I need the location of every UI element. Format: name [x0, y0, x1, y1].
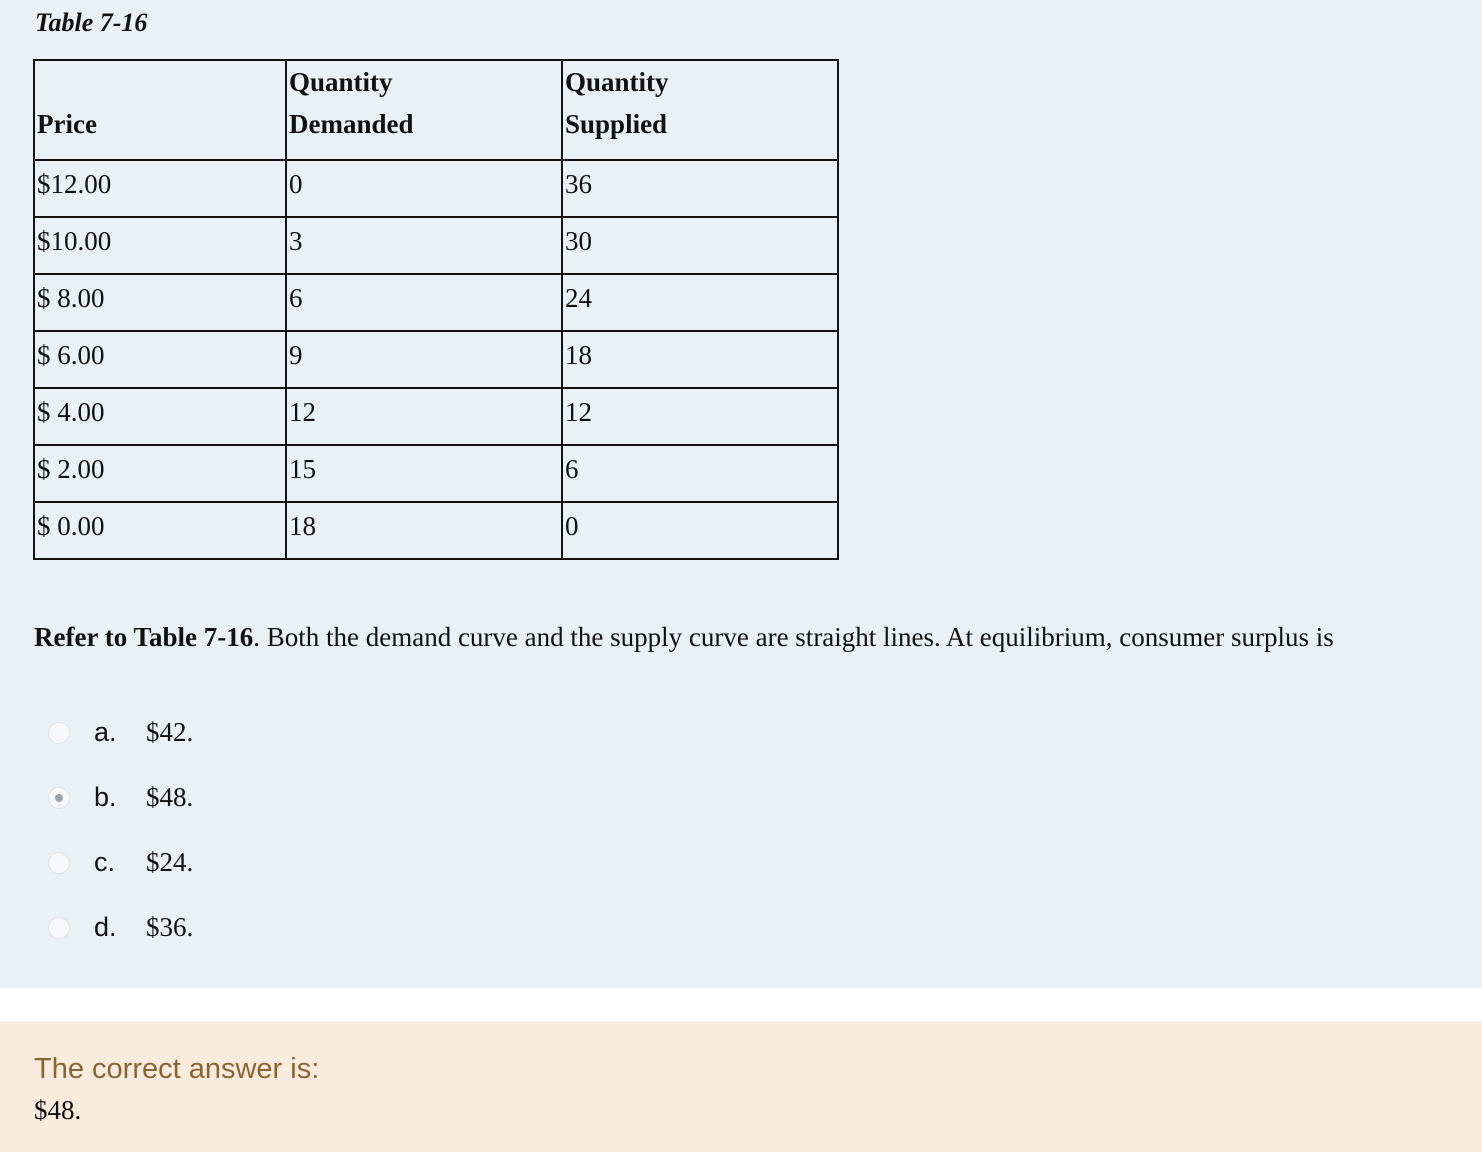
option-letter: d. — [94, 912, 117, 942]
table-row — [34, 445, 838, 502]
cell-quantity-supplied: 6 — [562, 445, 838, 502]
table-row — [34, 217, 838, 274]
cell-quantity-supplied: 12 — [562, 388, 838, 445]
answer-options — [48, 700, 193, 960]
cell-price: $ 0.00 — [34, 502, 286, 559]
cell-quantity-demanded: 3 — [286, 217, 562, 274]
table-row — [34, 160, 838, 217]
cell-quantity-supplied: 0 — [562, 502, 838, 559]
table-row — [34, 502, 838, 559]
correct-answer-panel — [0, 1021, 1482, 1152]
radio-button-d[interactable] — [48, 917, 70, 939]
cell-quantity-demanded: 0 — [286, 160, 562, 217]
cell-quantity-supplied: 24 — [562, 274, 838, 331]
option-value: $48. — [146, 782, 194, 812]
table-row — [34, 331, 838, 388]
option-a[interactable] — [48, 700, 193, 765]
option-c[interactable] — [48, 830, 193, 895]
option-value: $24. — [146, 847, 194, 877]
question-reference: Refer to Table 7-16 — [34, 622, 254, 652]
cell-price: $ 8.00 — [34, 274, 286, 331]
option-value: $36. — [146, 912, 194, 942]
radio-button-c[interactable] — [48, 852, 70, 874]
correct-answer-label: The correct answer is: — [34, 1053, 320, 1085]
table-title: Table 7-16 — [35, 8, 148, 37]
cell-price: $ 2.00 — [34, 445, 286, 502]
option-letter: c. — [94, 847, 116, 877]
radio-selected-dot — [55, 794, 63, 802]
cell-quantity-supplied: 18 — [562, 331, 838, 388]
header-quantity-demanded: Quantity Demanded — [286, 60, 562, 160]
option-letter: a. — [94, 717, 117, 747]
option-d[interactable] — [48, 895, 193, 960]
cell-quantity-demanded: 6 — [286, 274, 562, 331]
question-body: . Both the demand curve and the supply curve are straight lines. At equilibrium, consumer surplus is — [253, 622, 1334, 652]
cell-quantity-demanded: 18 — [286, 502, 562, 559]
correct-answer-value: $48. — [34, 1095, 82, 1125]
cell-quantity-demanded: 12 — [286, 388, 562, 445]
cell-price: $12.00 — [34, 160, 286, 217]
option-value: $42. — [146, 717, 194, 747]
cell-price: $ 6.00 — [34, 331, 286, 388]
cell-quantity-demanded: 9 — [286, 331, 562, 388]
header-price: Price — [34, 60, 286, 160]
cell-quantity-demanded: 15 — [286, 445, 562, 502]
cell-price: $10.00 — [34, 217, 286, 274]
table-row — [34, 388, 838, 445]
option-letter: b. — [94, 782, 117, 812]
table-row — [34, 274, 838, 331]
option-b[interactable] — [48, 765, 193, 830]
question-text — [34, 618, 1334, 656]
cell-quantity-supplied: 36 — [562, 160, 838, 217]
data-table — [33, 59, 839, 560]
header-quantity-supplied: Quantity Supplied — [562, 60, 838, 160]
table-header-row — [34, 60, 838, 160]
radio-button-b[interactable] — [48, 787, 70, 809]
radio-button-a[interactable] — [48, 722, 70, 744]
cell-quantity-supplied: 30 — [562, 217, 838, 274]
cell-price: $ 4.00 — [34, 388, 286, 445]
